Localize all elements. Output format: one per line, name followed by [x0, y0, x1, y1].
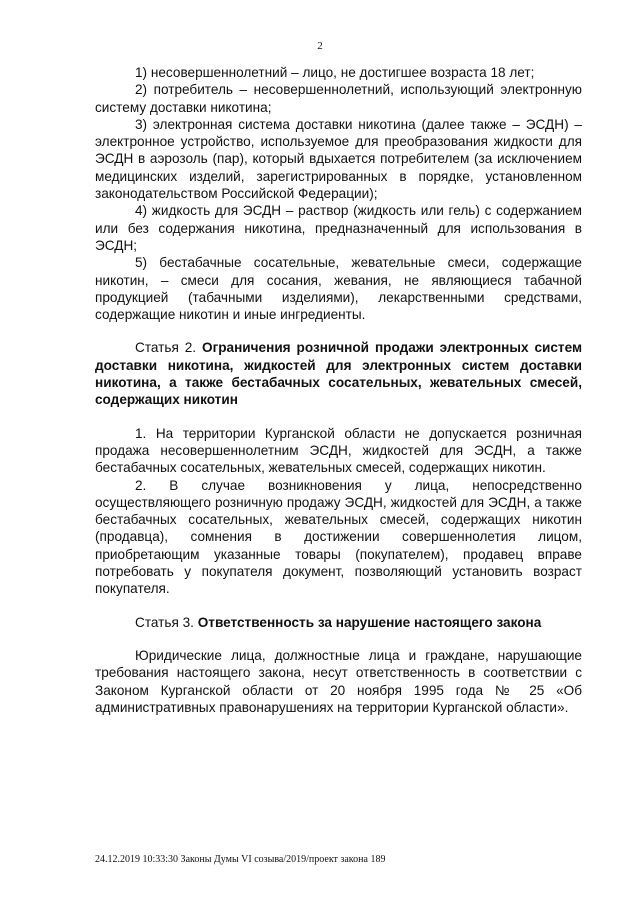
article-2-paragraph-2: 2. В случае возникновения у лица, непосредственно осуществляющего розничную продажу ЭСДН, жидкостей для ЭСДН, а также бестабачных сосательных, жевательных смесей, содержащих никотин (продавца), сомнения в достижении совершеннолетия лицом, приобретающим указанные товары (покупателем), продавец вправе потребовать у покупателя документ, позволяющий установить возраст покупателя. [95, 477, 582, 597]
article-2-title: Ограничения розничной продажи электронных систем доставки никотина, жидкостей для электронных систем доставки никотина, а также бестабачных сосательных, жевательных смесей, содержащих никотин [95, 340, 583, 408]
definition-5: 5) бестабачные сосательные, жевательные смеси, содержащие никотин, – смеси для сосания, жевания, не являющиеся табачной продукцией (табачными изделиями), лекарственными средствами, содержащие никотин и иные ингредиенты. [95, 255, 582, 323]
article-3-heading [95, 614, 582, 631]
definition-4: 4) жидкость для ЭСДН – раствор (жидкость или гель) с содержанием или без содержания никотина, предназначенный для использования в ЭСДН; [95, 203, 582, 253]
article-3-title: Ответственность за нарушение настоящего закона [197, 614, 542, 630]
article-2-paragraph-1: 1. На территории Курганской области не допускается розничная продажа несовершеннолетним ЭСДН, жидкостей для ЭСДН, а также бестабачных сосательных, жевательных смесей, содержащих никотин. [95, 425, 582, 476]
definition-3: 3) электронная система доставки никотина (далее также – ЭСДН) – электронное устройство, используемое для преобразования жидкости для ЭСДН в аэрозоль (пар), который вдыхается потребителем (за исключением медицинских изделий, зарегистрированных в порядке, установленном законодательством Российской Федерации); [95, 116, 582, 202]
footer-file-info: 24.12.2019 10:33:30 Законы Думы VI созыва/2019/проект закона 189 [95, 854, 386, 865]
article-2-label: Статья 2. [135, 340, 197, 356]
article-2-heading [95, 339, 582, 408]
definition-1: 1) несовершеннолетний – лицо, не достигшее возраста 18 лет; [135, 65, 535, 80]
definition-2: 2) потребитель – несовершеннолетний, использующий электронную систему доставки никотина; [95, 82, 582, 115]
article-3-paragraph: Юридические лица, должностные лица и граждане, нарушающие требования настоящего закона, несут ответственность в соответствии с Законом Курганской области от 20 ноября 1995 года № 25 «Об административных правонарушениях на территории Курганской области». [95, 647, 582, 715]
page-number: 2 [317, 40, 323, 52]
document-body [95, 64, 582, 716]
article-3-label: Статья 3. [135, 614, 194, 630]
